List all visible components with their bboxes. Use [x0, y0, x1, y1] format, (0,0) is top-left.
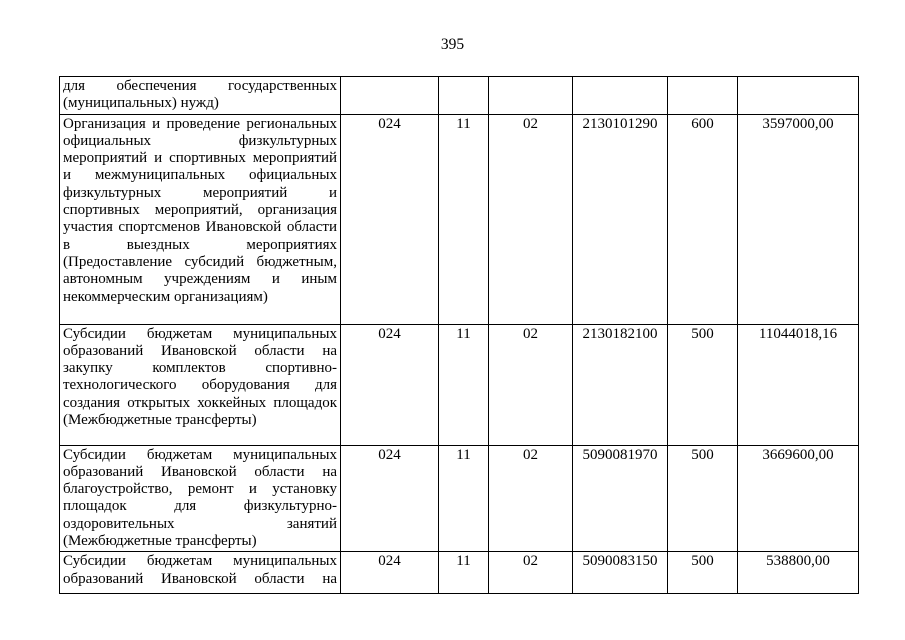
- expense-type-cell: 500: [668, 324, 738, 445]
- description-cell: Субсидии бюджетам муниципальных образований Ивановской области на: [60, 552, 341, 594]
- target-article-cell: 5090081970: [573, 445, 668, 552]
- target-article-cell: 2130101290: [573, 114, 668, 324]
- description-cell: Организация и проведение региональных официальных физкультурных мероприятий и спортивных мероприятий и межмуниципальных официальных физкультурных мероприятий и спортивных мероприятий, организация участия спортсменов Ивановской области в выездных мероприятиях (Предоставление субсидий бюджетным, автономным учреждениям и иным некоммерческим организациям): [60, 114, 341, 324]
- grbs-cell: 024: [341, 552, 439, 594]
- target-article-cell: 5090083150: [573, 552, 668, 594]
- subsection-cell: [489, 77, 573, 115]
- subsection-cell: 02: [489, 552, 573, 594]
- grbs-cell: 024: [341, 114, 439, 324]
- subsection-cell: 02: [489, 114, 573, 324]
- grbs-cell: 024: [341, 445, 439, 552]
- grbs-cell: [341, 77, 439, 115]
- description-cell: Субсидии бюджетам муниципальных образований Ивановской области на закупку комплектов спортивно-технологического оборудования для создания открытых хоккейных площадок (Межбюджетные трансферты): [60, 324, 341, 445]
- budget-table: [59, 76, 859, 594]
- section-cell: 11: [439, 324, 489, 445]
- expense-type-cell: [668, 77, 738, 115]
- amount-cell: 538800,00: [738, 552, 859, 594]
- expense-type-cell: 600: [668, 114, 738, 324]
- description-cell: для обеспечения государственных (муниципальных) нужд): [60, 77, 341, 115]
- section-cell: 11: [439, 552, 489, 594]
- table-row: [60, 114, 859, 324]
- table-row: [60, 445, 859, 552]
- section-cell: 11: [439, 114, 489, 324]
- page-number: 395: [440, 36, 465, 53]
- subsection-cell: 02: [489, 445, 573, 552]
- subsection-cell: 02: [489, 324, 573, 445]
- table-row: [60, 552, 859, 594]
- amount-cell: 3669600,00: [738, 445, 859, 552]
- table-row: [60, 324, 859, 445]
- grbs-cell: 024: [341, 324, 439, 445]
- table-row: [60, 77, 859, 115]
- expense-type-cell: 500: [668, 445, 738, 552]
- section-cell: [439, 77, 489, 115]
- amount-cell: [738, 77, 859, 115]
- expense-type-cell: 500: [668, 552, 738, 594]
- amount-cell: 3597000,00: [738, 114, 859, 324]
- amount-cell: 11044018,16: [738, 324, 859, 445]
- description-cell: Субсидии бюджетам муниципальных образований Ивановской области на благоустройство, ремонт и установку площадок для физкультурно-оздоровительных занятий (Межбюджетные трансферты): [60, 445, 341, 552]
- target-article-cell: [573, 77, 668, 115]
- target-article-cell: 2130182100: [573, 324, 668, 445]
- section-cell: 11: [439, 445, 489, 552]
